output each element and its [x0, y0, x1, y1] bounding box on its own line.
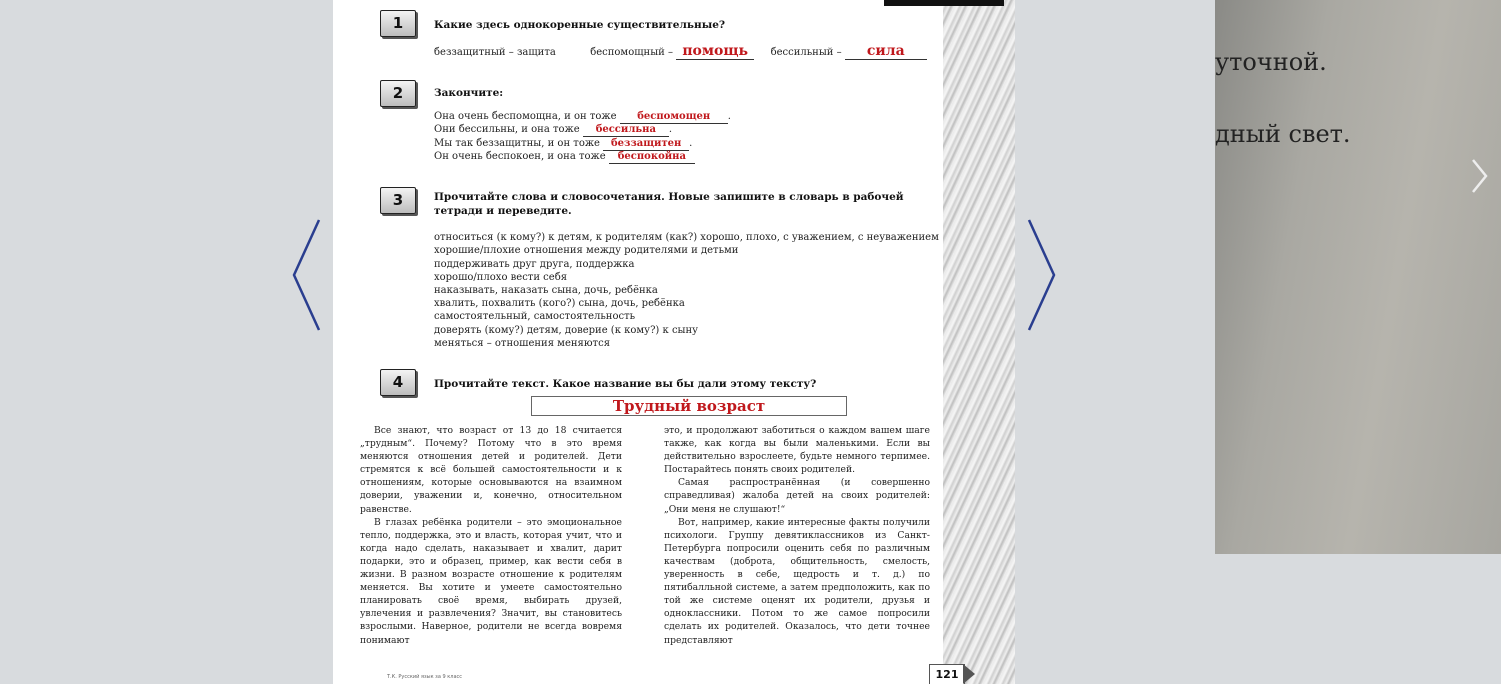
chevron-right-icon: [1020, 218, 1060, 332]
next-page-preview[interactable]: [1215, 0, 1501, 554]
exercise-heading: Какие здесь однокоренные существительные?: [434, 19, 726, 31]
answer-text: беззащитен: [610, 138, 682, 149]
word-prompt: беспомощный –: [590, 47, 673, 58]
top-decoration-bar: [884, 0, 1004, 6]
sentence-text: Он очень беспокоен, и она тоже: [434, 151, 606, 162]
vocab-line: самостоятельный, самостоятельность: [434, 311, 636, 322]
sentence-end: .: [689, 138, 693, 149]
next-slide-button[interactable]: [1466, 156, 1492, 196]
paragraph: Самая распространённая (и совершенно справедливая) жалоба детей на своих родителей: „Они меня не слушают!“: [664, 477, 930, 515]
text-column-right: [664, 424, 930, 647]
exercise-number: 1: [380, 10, 416, 37]
vocab-line: меняться – отношения меняются: [434, 338, 611, 349]
previous-page-button[interactable]: [288, 218, 328, 332]
paragraph: Вот, например, какие интересные факты получили психологи. Группу девятиклассников из Санкт-Петербурга попросили оценить себя по различным качествам (доброта, общительность, смелость, уверенность в себе, щедрость и т. д.) по пятибалльной системе, а затем предположить, как по той же системе оценят их родители, друзья и одноклассники. Потом то же самое попросили сделать их родителей. Оказалось, что дети точнее представляют: [664, 516, 930, 646]
exercise-number: 4: [380, 369, 416, 396]
answer-text: помощь: [682, 43, 749, 59]
word-prompt: бессильный –: [770, 47, 842, 58]
word-pair: беззащитный – защита: [434, 47, 556, 58]
preview-text-line: уточной.: [1215, 48, 1327, 76]
exercise-heading: Прочитайте текст. Какое название вы бы дали этому тексту?: [434, 378, 817, 390]
paragraph: Все знают, что возраст от 13 до 18 считается „трудным“. Почему? Потому что в это время меняются отношения детей и родителей. Дети стремятся к всё большей самостоятельности и к отношениям, которые основываются на взаимном доверии, уважении и, конечно, относительном равенстве.: [360, 425, 622, 515]
sentence-line: [434, 123, 672, 137]
answer-text: беспомощен: [637, 111, 711, 122]
answer-text: сила: [866, 43, 905, 59]
exercise-heading: Закончите:: [434, 87, 504, 99]
exercise-number: 3: [380, 187, 416, 214]
sentence-end: .: [727, 111, 731, 122]
exercise-1-line: [434, 45, 927, 60]
paragraph: это, и продолжают заботиться о каждом вашем шаге также, как когда вы были маленькими. Если вы действительно взрослеете, будьте немного терпимее. Постарайтесь понять своих родителей.: [664, 425, 930, 476]
preview-text-line: дный свет.: [1215, 120, 1351, 148]
sentence-end: .: [668, 124, 673, 135]
vocab-line: относиться (к кому?) к детям, к родителям (как?) хорошо, плохо, с уважением, с неуважением: [434, 232, 939, 243]
chevron-right-icon: [1466, 156, 1492, 196]
exercise-number: 2: [380, 80, 416, 107]
chevron-left-icon: [288, 218, 328, 332]
next-page-button[interactable]: [1020, 218, 1060, 332]
exercise-heading: Прочитайте слова и словосочетания. Новые запишите в словарь в рабочей тетради и переведите.: [434, 191, 904, 217]
sentence-line: [434, 150, 695, 164]
sentence-text: Она очень беспомощна, и он тоже: [434, 111, 617, 122]
vocab-line: доверять (кому?) детям, доверие (к кому?) к сыну: [434, 325, 699, 336]
vocab-line: наказывать, наказать сына, дочь, ребёнка: [434, 285, 658, 296]
vocab-line: хвалить, похвалить (кого?) сына, дочь, ребёнка: [434, 298, 685, 309]
footer-note: Т.К. Русский язык за 9 класс: [387, 674, 463, 680]
paragraph: В глазах ребёнка родители – это эмоциональное тепло, поддержка, это и власть, которая учит, что и когда надо сделать, наказывает и хвалит, дарит подарки, это и образец, пример, как вести себя в жизни. В разном возрасте отношение к родителям меняется. Вы хотите и умеете самостоятельно планировать своё время, выбирать друзей, увлечения и развлечения? Значит, вы становитесь взрослыми. Наверное, родители не всегда вовремя понимают: [360, 516, 622, 646]
vocab-line: хорошо/плохо вести себя: [434, 272, 568, 283]
textbook-page: [333, 0, 1015, 684]
vocab-line: хорошие/плохие отношения между родителями и детьми: [434, 245, 739, 256]
vocab-line: поддерживать друг друга, поддержка: [434, 259, 635, 270]
sentence-text: Мы так беззащитны, и он тоже: [434, 138, 600, 149]
sentence-text: Они бессильны, и она тоже: [434, 124, 580, 135]
title-answer-box: Трудный возраст: [531, 396, 847, 416]
page-edge-decoration: [943, 0, 1015, 684]
answer-text: беспокойна: [617, 151, 686, 162]
page-number: 121: [929, 664, 965, 684]
answer-text: бессильна: [595, 124, 656, 135]
page-number-tip: [963, 664, 975, 684]
text-column-left: [360, 424, 622, 647]
